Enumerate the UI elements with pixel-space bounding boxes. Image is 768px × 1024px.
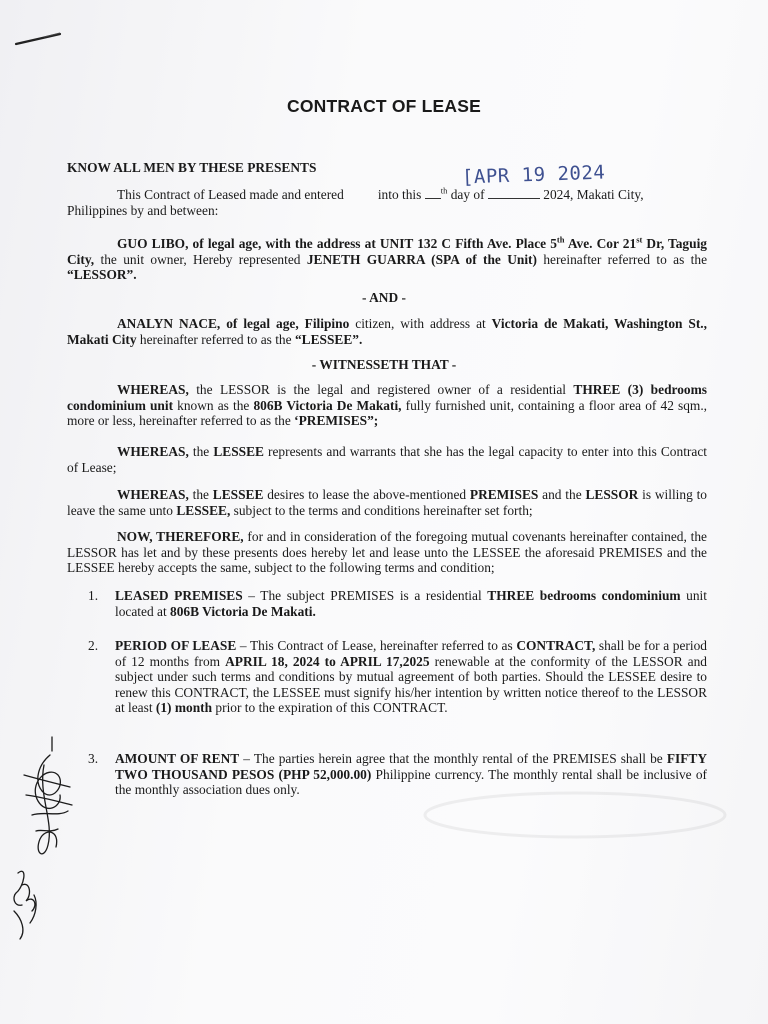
month-blank — [488, 187, 540, 199]
pen-mark-icon — [14, 28, 62, 48]
clause-2-heading: PERIOD OF LEASE — [115, 638, 237, 653]
whereas-3-t5: subject to the terms and conditions hereinafter set forth; — [230, 502, 533, 518]
and-separator: - AND - — [362, 290, 406, 305]
whereas-3-t2: desires to lease the above-mentioned — [263, 487, 470, 502]
whereas-1-t2: known as the — [173, 397, 254, 413]
clause-1-b3: 806B Victoria De Makati. — [170, 603, 316, 619]
whereas-2-keyword: WHEREAS, — [117, 444, 189, 459]
whereas-1-keyword: WHEREAS, — [117, 382, 189, 397]
whereas-2-b1: LESSEE — [213, 444, 264, 459]
lessor-representative: JENETH GUARRA (SPA of the Unit) — [306, 251, 537, 267]
clause-2-t4: prior to the expiration of this CONTRACT. — [212, 700, 448, 716]
clause-2-b2: CONTRACT, — [516, 638, 596, 653]
lessor-role: “LESSOR”. — [67, 267, 137, 283]
whereas-1-t3: fully furnished unit, containing a floor area of 42 sqm., more or less, hereinafter referred to as the — [67, 397, 708, 429]
document-title: CONTRACT OF LEASE — [287, 96, 481, 116]
clause-2-t2: shall be for a period of 12 months from — [115, 638, 707, 669]
whereas-3-t1: the — [188, 487, 213, 502]
whereas-2 — [67, 444, 707, 475]
whereas-2-t2: represents and warrants that she has the legal capacity to enter into this Contract of Lease; — [67, 444, 707, 475]
intro-part2: into this — [377, 187, 422, 202]
whereas-3-t3: and the — [538, 487, 586, 502]
day-superscript: th — [440, 185, 448, 196]
whereas-3-b4: LESSEE, — [176, 502, 231, 518]
lessor-paragraph — [67, 236, 707, 283]
clause-1-t1: – The subject PREMISES is a residential — [242, 588, 488, 603]
clause-2-t3: renewable at the conformity of the LESSOR and subject under such terms and conditions by mutual agreement of both parties. Should the LESSEE desire to renew this CONTRACT, the LESSEE must signify his/her intention by written notice thereof to the LESSOR at least — [115, 653, 707, 716]
clause-2-b3: APRIL 18, 2024 to APRIL 17,2025 — [225, 653, 430, 669]
clause-2-t1: – This Contract of Lease, hereinafter referred to as — [236, 638, 517, 653]
clause-3-t1: – The parties herein agree that the monthly rental of the PREMISES shall be — [239, 751, 667, 766]
whereas-3-b1: LESSEE — [212, 487, 264, 502]
day-blank — [425, 187, 441, 199]
clause-3-b2: FIFTY TWO THOUSAND PESOS (PHP 52,000.00) — [115, 751, 707, 782]
know-all-men-heading: KNOW ALL MEN BY THESE PRESENTS — [67, 160, 317, 175]
lessee-plain1: citizen, with address at — [349, 316, 492, 331]
whereas-1-t1: the LESSOR is the legal and registered owner of a residential — [188, 382, 574, 397]
lessor-plain2: hereinafter referred to as the — [536, 251, 708, 267]
intro-line2: Philippines by and between: — [67, 202, 219, 218]
lessee-paragraph — [67, 316, 707, 347]
clause-2-number: 2. — [88, 638, 99, 653]
clause-2-b4: (1) month — [155, 700, 213, 716]
clause-1-heading: LEASED PREMISES — [115, 588, 243, 603]
clause-1-b2: THREE bedrooms condominium — [487, 588, 681, 603]
now-therefore-paragraph — [67, 529, 707, 576]
whereas-1-b2: 806B Victoria De Makati, — [253, 397, 402, 413]
clause-2 — [88, 638, 707, 716]
clause-1-t2: unit located at — [115, 588, 707, 619]
whereas-3 — [67, 487, 707, 518]
lessor-sup1: th — [556, 234, 565, 245]
faint-watermark — [410, 780, 740, 850]
intro-paragraph — [67, 187, 707, 218]
now-therefore-text: for and in consideration of the foregoing mutual covenants hereinafter contained, the LESSOR has let and by these presents does hereby let and lease unto the LESSEE the aforesaid PREMISES and the LESSEE hereby accepts the same, subject to the following terms and condition; — [67, 529, 707, 576]
whereas-3-keyword: WHEREAS, — [117, 487, 189, 502]
clause-3-heading: AMOUNT OF RENT — [115, 751, 240, 766]
whereas-3-b3: LESSOR — [585, 487, 639, 502]
lessor-mid1: Ave. Cor 21 — [564, 236, 637, 251]
date-received-stamp: [APR 19 2024 — [461, 161, 606, 189]
whereas-2-t1: the — [188, 444, 214, 459]
intro-part1: This Contract of Leased made and entered — [117, 187, 344, 202]
lessee-role: “LESSEE”. — [294, 331, 363, 347]
intro-day-of: day of — [450, 187, 485, 202]
lessor-name: GUO LIBO, of legal age, with the address at UNIT 132 C Fifth Ave. Place 5 — [117, 236, 557, 251]
lessee-address: Victoria de Makati, Washington St., Makati City — [67, 316, 708, 347]
lessee-name: ANALYN NACE, of legal age, Filipino — [117, 316, 350, 331]
now-therefore-keyword: NOW, THEREFORE, — [117, 529, 244, 544]
intro-year-city: 2024, Makati City, — [543, 187, 644, 202]
lessee-plain2: hereinafter referred to as the — [136, 331, 295, 347]
clause-1-number: 1. — [88, 588, 99, 603]
lessor-mid2: Dr, Taguig City, — [67, 236, 707, 267]
lessor-plain1: the unit owner, Hereby represented — [94, 251, 307, 267]
whereas-1 — [67, 382, 707, 429]
handwritten-signature — [8, 735, 78, 945]
whereas-3-b2: PREMISES — [469, 487, 539, 502]
clause-3-number: 3. — [88, 751, 99, 766]
clause-1 — [88, 588, 707, 619]
lessor-sup2: st — [636, 234, 643, 245]
whereas-3-t4: is willing to leave the same unto — [67, 487, 707, 518]
whereas-1-b3: ‘PREMISES”; — [294, 413, 379, 429]
witnesseth-heading: - WITNESSETH THAT - — [311, 357, 457, 372]
whereas-1-b1: THREE (3) bedrooms condominium unit — [67, 382, 707, 413]
clause-3-t2: Philippine currency. The monthly rental shall be inclusive of the monthly association dues only. — [115, 766, 708, 798]
